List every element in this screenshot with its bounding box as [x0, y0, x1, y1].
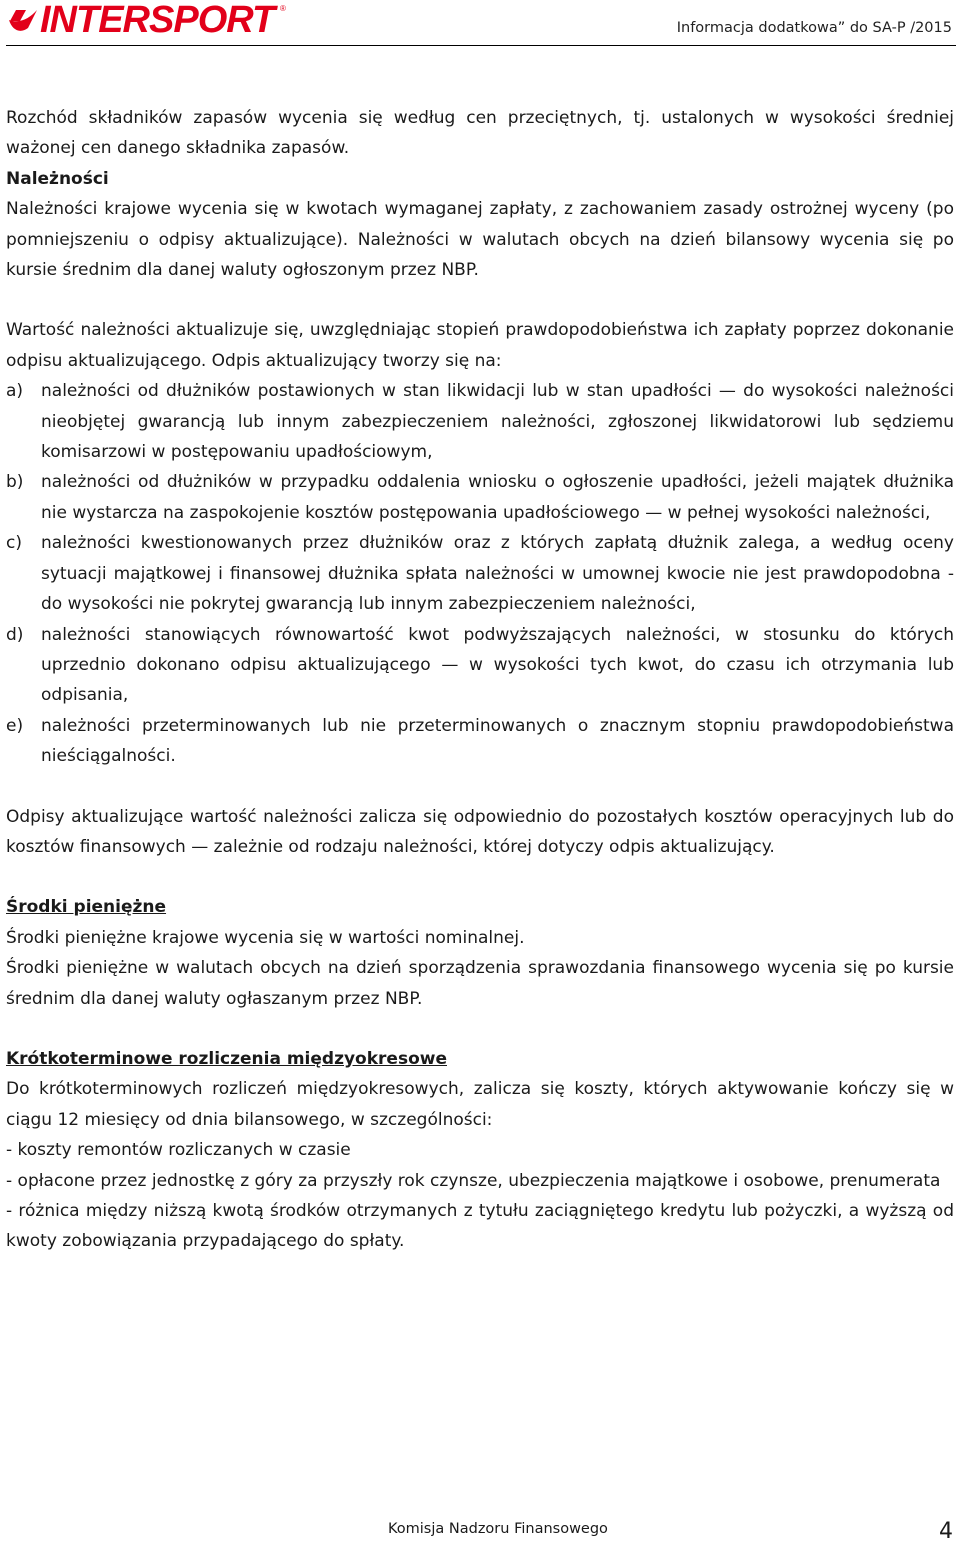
- page-number: 4: [939, 1519, 953, 1544]
- list-marker: e): [6, 715, 24, 736]
- list-marker: a): [6, 381, 24, 402]
- paragraph-srodki-krajowe: Środki pieniężne krajowe wycenia się w wartości nominalnej.: [6, 927, 525, 948]
- paragraph-odpisy-koszty: Odpisy aktualizujące wartość należności zalicza się odpowiednio do pozostałych kosztów operacyjnych lub do kosztów finansowych — zależnie od rodzaju należności, której dotyczy odpis aktualizujący.: [6, 806, 954, 857]
- list-marker: d): [6, 624, 24, 645]
- list-item: [6, 467, 954, 528]
- registered-mark: ®: [280, 4, 286, 13]
- paragraph-srodki-walutowe: Środki pieniężne w walutach obcych na dzień sporządzenia sprawozdania finansowego wycenia się po kursie średnim dla danej waluty ogłaszanym przez NBP.: [6, 958, 954, 1009]
- spacer: [6, 862, 954, 892]
- list-item-text: należności od dłużników w przypadku oddalenia wniosku o ogłoszenie upadłości, jeżeli majątek dłużnika nie wystarcza na zaspokojenie kosztów postępowania upadłościowego — w pełnej wysokości należności,: [41, 472, 954, 523]
- list-item-text: należności stanowiących równowartość kwot podwyższających należności, w stosunku do których uprzednio dokonano odpisu aktualizującego — w wysokości tych kwot, do czasu ich otrzymania lub odpisania,: [41, 624, 954, 706]
- document-body: [6, 103, 954, 1257]
- dash-item-oplacone: - opłacone przez jednostkę z góry za przyszły rok czynsze, ubezpieczenia majątkowe i osobowe, prenumerata: [6, 1170, 941, 1191]
- header-divider: [6, 45, 956, 46]
- paragraph-odpis-intro: Wartość należności aktualizuje się, uwzględniając stopień prawdopodobieństwa ich zapłaty poprzez dokonanie odpisu aktualizującego. Odpis aktualizujący tworzy się na:: [6, 320, 954, 371]
- intersport-swoosh-icon: [6, 2, 42, 38]
- intersport-logo: [6, 0, 296, 41]
- list-item: [6, 376, 954, 467]
- odpis-list: [6, 376, 954, 771]
- heading-srodki-pieniezne: Środki pieniężne: [6, 897, 167, 918]
- list-item-text: należności od dłużników postawionych w stan likwidacji lub w stan upadłości — do wysokości należności nieobjętej gwarancją lub innym zabezpieczeniem należności, zgłoszonej likwidatorowi lub sędziemu komisarzowi w postępowaniu upadłościowym,: [41, 381, 954, 463]
- list-item-text: należności przeterminowanych lub nie przeterminowanych o znacznym stopniu prawdopodobieństwa nieściągalności.: [41, 715, 954, 767]
- list-marker: c): [6, 533, 22, 554]
- spacer: [6, 772, 954, 802]
- list-item: [6, 620, 954, 711]
- dash-item-remonty: - koszty remontów rozliczanych w czasie: [6, 1140, 351, 1161]
- footer-text: Komisja Nadzoru Finansowego: [388, 1521, 608, 1537]
- dash-item-roznica: - różnica między niższą kwotą środków otrzymanych z tytułu zaciągniętego kredytu lub pożyczki, a wyższą od kwoty zobowiązania przypadającego do spłaty.: [6, 1201, 954, 1252]
- paragraph-rozliczenia-intro: Do krótkoterminowych rozliczeń międzyokresowych, zalicza się koszty, których aktywowanie kończy się w ciągu 12 miesięcy od dnia bilansowego, w szczególności:: [6, 1079, 954, 1130]
- list-item: [6, 711, 954, 772]
- paragraph-zapasy: Rozchód składników zapasów wycenia się według cen przeciętnych, tj. ustalonych w wysokości średniej ważonej cen danego składnika zapasów.: [6, 108, 954, 159]
- spacer: [6, 1014, 954, 1044]
- heading-rozliczenia: Krótkoterminowe rozliczenia międzyokresowe: [6, 1048, 447, 1069]
- list-item: [6, 528, 954, 619]
- list-marker: b): [6, 472, 24, 493]
- logo-wordmark: INTERSPORT: [40, 0, 275, 41]
- list-item-text: należności kwestionowanych przez dłużników oraz z których zapłatą dłużnik zalega, a według oceny sytuacji majątkowej i finansowej dłużnika spłata należności w umownej kwocie nie jest prawdopodobna - do wysokości nie pokrytej gwarancją lub innym zabezpieczeniem należności,: [41, 533, 954, 615]
- page-header: [0, 0, 960, 64]
- spacer: [6, 285, 954, 315]
- paragraph-naleznosci-wycena: Należności krajowe wycenia się w kwotach wymaganej zapłaty, z zachowaniem zasady ostrożnej wyceny (po pomniejszeniu o odpisy aktualizujące). Należności w walutach obcych na dzień bilansowy wycenia się po kursie średnim dla danej waluty ogłoszonym przez NBP.: [6, 199, 954, 281]
- heading-naleznosci: Należności: [6, 168, 109, 189]
- header-title: Informacja dodatkowa” do SA-P /2015: [676, 20, 952, 36]
